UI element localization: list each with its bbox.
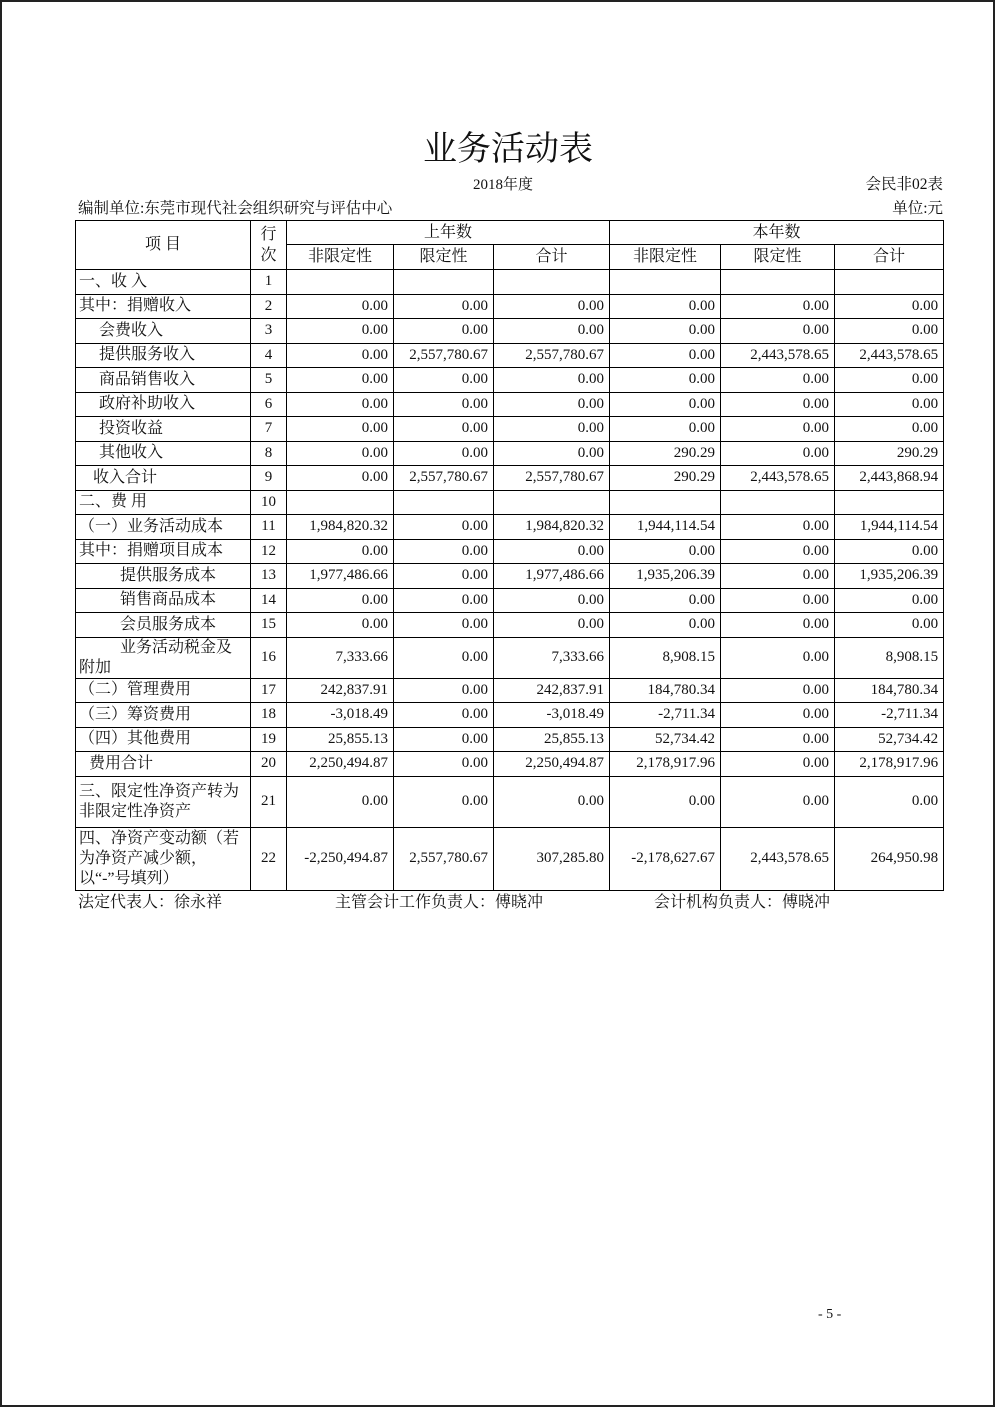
row-label: （二）管理费用 [79,681,192,699]
prior-unrestricted-cell: 0.00 [287,417,394,442]
prior-restricted-cell: 2,557,780.67 [394,827,494,890]
row-label-cell [76,564,251,589]
row-label: （四）其他费用 [79,730,192,748]
current-total-cell: 2,443,578.65 [835,343,944,368]
row-label: 其他收入 [99,444,164,462]
row-number: 6 [251,392,287,417]
current-unrestricted-cell: 0.00 [610,539,721,564]
row-label-cell [76,441,251,466]
table-row [76,827,944,890]
prior-unrestricted-cell: 0.00 [287,392,394,417]
current-restricted-cell: 0.00 [721,294,835,319]
row-label-cell [76,776,251,827]
current-unrestricted-cell: 0.00 [610,368,721,393]
prior-restricted-cell: 0.00 [394,515,494,540]
current-total-cell: 0.00 [835,319,944,344]
table-row [76,727,944,752]
prior-unrestricted-cell [287,490,394,515]
current-restricted-cell: 2,443,578.65 [721,343,835,368]
row-label: 二、费 用 [79,493,148,511]
row-label: 三、限定性净资产转为非限定性净资产 [79,782,240,820]
header-current-unrestricted: 非限定性 [610,245,721,270]
current-restricted-cell: 0.00 [721,727,835,752]
prior-restricted-cell: 0.00 [394,417,494,442]
row-number: 8 [251,441,287,466]
header-current-total: 合计 [835,245,944,270]
current-unrestricted-cell: 52,734.42 [610,727,721,752]
current-total-cell: 0.00 [835,613,944,638]
prior-total-cell: 307,285.80 [494,827,610,890]
header-line-number [251,221,287,270]
current-restricted-cell [721,490,835,515]
current-unrestricted-cell: 0.00 [610,776,721,827]
header-current-year: 本年数 [610,221,944,245]
row-label-cell [76,417,251,442]
row-label-cell [76,515,251,540]
table-row [76,294,944,319]
current-total-cell: 8,908.15 [835,637,944,678]
current-restricted-cell: 2,443,578.65 [721,466,835,491]
prior-restricted-cell: 2,557,780.67 [394,466,494,491]
row-label-cell [76,319,251,344]
prior-total-cell: 0.00 [494,539,610,564]
row-number: 9 [251,466,287,491]
current-unrestricted-cell: 0.00 [610,343,721,368]
table-row [76,490,944,515]
current-restricted-cell: 0.00 [721,392,835,417]
current-restricted-cell: 0.00 [721,752,835,777]
current-total-cell [835,270,944,295]
prior-restricted-cell [394,270,494,295]
prior-total-cell [494,490,610,515]
current-total-cell: 1,944,114.54 [835,515,944,540]
current-restricted-cell: 0.00 [721,703,835,728]
row-number: 10 [251,490,287,515]
current-unrestricted-cell: -2,178,627.67 [610,827,721,890]
prior-restricted-cell: 0.00 [394,441,494,466]
row-number: 5 [251,368,287,393]
table-row [76,752,944,777]
current-total-cell: 290.29 [835,441,944,466]
prior-unrestricted-cell: 0.00 [287,319,394,344]
row-number: 22 [251,827,287,890]
prior-restricted-cell: 0.00 [394,727,494,752]
table-row [76,539,944,564]
current-unrestricted-cell: 0.00 [610,294,721,319]
prior-total-cell: 0.00 [494,417,610,442]
accounting-department-head: 会计机构负责人：傅晓冲 [654,894,831,911]
row-label: 一、收 入 [79,272,148,290]
current-unrestricted-cell: 0.00 [610,417,721,442]
current-restricted-cell: 0.00 [721,776,835,827]
current-unrestricted-cell: 290.29 [610,441,721,466]
current-restricted-cell: 0.00 [721,539,835,564]
current-restricted-cell: 0.00 [721,515,835,540]
current-restricted-cell: 0.00 [721,678,835,703]
prior-restricted-cell: 0.00 [394,368,494,393]
accounting-head: 主管会计工作负责人：傅晓冲 [335,894,544,911]
prior-restricted-cell: 0.00 [394,319,494,344]
current-total-cell: 2,178,917.96 [835,752,944,777]
row-label: 四、净资产变动额（若为净资产减少额，以“-”号填列） [79,829,240,887]
prior-unrestricted-cell: -3,018.49 [287,703,394,728]
legal-representative: 法定代表人：徐永祥 [78,894,223,911]
table-row [76,637,944,678]
current-unrestricted-cell: 2,178,917.96 [610,752,721,777]
current-total-cell: 0.00 [835,539,944,564]
current-total-cell: 0.00 [835,776,944,827]
row-number: 17 [251,678,287,703]
current-unrestricted-cell: 0.00 [610,588,721,613]
current-restricted-cell: 0.00 [721,368,835,393]
prior-unrestricted-cell: 0.00 [287,368,394,393]
prior-total-cell: 0.00 [494,392,610,417]
row-label: （三）筹资费用 [79,705,192,723]
prior-unrestricted-cell: 0.00 [287,588,394,613]
table-row [76,368,944,393]
header-line-number-top: 行 [260,226,277,243]
prior-unrestricted-cell: 0.00 [287,539,394,564]
activity-statement-table [75,220,944,891]
row-label: 会员服务成本 [120,615,217,633]
prior-unrestricted-cell: 0.00 [287,466,394,491]
report-year: 2018年度 [472,177,533,193]
current-restricted-cell: 0.00 [721,319,835,344]
prior-total-cell: 0.00 [494,441,610,466]
row-label: 会费收入 [99,321,164,339]
current-restricted-cell: 0.00 [721,441,835,466]
row-number: 12 [251,539,287,564]
header-prior-total: 合计 [494,245,610,270]
row-label-cell [76,466,251,491]
table-row [76,343,944,368]
prior-unrestricted-cell [287,270,394,295]
row-label-cell [76,294,251,319]
prior-total-cell: 0.00 [494,319,610,344]
row-label: 收入合计 [93,468,158,486]
prior-total-cell: 242,837.91 [494,678,610,703]
row-label-cell [76,678,251,703]
current-unrestricted-cell: 8,908.15 [610,637,721,678]
row-number: 18 [251,703,287,728]
prior-restricted-cell: 0.00 [394,564,494,589]
page-number: - 5 - [818,1307,842,1322]
current-total-cell: 0.00 [835,417,944,442]
table-row [76,515,944,540]
current-unrestricted-cell: -2,711.34 [610,703,721,728]
row-number: 15 [251,613,287,638]
prior-restricted-cell [394,490,494,515]
prior-restricted-cell: 0.00 [394,776,494,827]
row-label-cell [76,490,251,515]
prior-restricted-cell: 0.00 [394,637,494,678]
current-total-cell: 2,443,868.94 [835,466,944,491]
table-row [76,270,944,295]
prior-unrestricted-cell: 0.00 [287,776,394,827]
row-label: 提供服务收入 [99,346,196,364]
prior-total-cell: 1,977,486.66 [494,564,610,589]
table-row [76,392,944,417]
row-label-cell [76,368,251,393]
row-label: 投资收益 [99,419,164,437]
row-number: 13 [251,564,287,589]
prior-unrestricted-cell: 2,250,494.87 [287,752,394,777]
current-total-cell: 184,780.34 [835,678,944,703]
current-restricted-cell: 0.00 [721,588,835,613]
current-total-cell: 52,734.42 [835,727,944,752]
prior-restricted-cell: 0.00 [394,294,494,319]
row-label: 费用合计 [89,754,154,772]
preparing-organization: 编制单位:东莞市现代社会组织研究与评估中心 [78,200,393,217]
row-number: 19 [251,727,287,752]
prior-total-cell: 0.00 [494,776,610,827]
header-row-1 [76,221,944,245]
current-restricted-cell: 0.00 [721,613,835,638]
current-restricted-cell: 0.00 [721,637,835,678]
table-row [76,703,944,728]
current-total-cell: 264,950.98 [835,827,944,890]
row-label-cell [76,752,251,777]
header-current-restricted: 限定性 [721,245,835,270]
row-number: 4 [251,343,287,368]
current-unrestricted-cell: 1,935,206.39 [610,564,721,589]
prior-total-cell: 7,333.66 [494,637,610,678]
prior-total-cell: 0.00 [494,588,610,613]
document-title: 业务活动表 [423,131,593,168]
prior-total-cell: 0.00 [494,294,610,319]
prior-total-cell: -3,018.49 [494,703,610,728]
prior-restricted-cell: 2,557,780.67 [394,343,494,368]
current-restricted-cell: 2,443,578.65 [721,827,835,890]
prior-total-cell [494,270,610,295]
table-row [76,466,944,491]
prior-total-cell: 25,855.13 [494,727,610,752]
prior-restricted-cell: 0.00 [394,392,494,417]
row-number: 21 [251,776,287,827]
table-row [76,588,944,613]
prior-total-cell: 1,984,820.32 [494,515,610,540]
row-label-cell [76,270,251,295]
header-line-number-bottom: 次 [260,247,277,264]
prior-restricted-cell: 0.00 [394,613,494,638]
current-total-cell: 1,935,206.39 [835,564,944,589]
header-prior-year: 上年数 [287,221,610,245]
current-total-cell: 0.00 [835,392,944,417]
prior-unrestricted-cell: 1,984,820.32 [287,515,394,540]
current-total-cell: 0.00 [835,294,944,319]
table-body [76,270,944,891]
row-label-cell [76,343,251,368]
prior-unrestricted-cell: 0.00 [287,613,394,638]
current-total-cell [835,490,944,515]
current-unrestricted-cell: 1,944,114.54 [610,515,721,540]
prior-unrestricted-cell: 0.00 [287,343,394,368]
prior-unrestricted-cell: -2,250,494.87 [287,827,394,890]
current-unrestricted-cell: 0.00 [610,392,721,417]
table-row [76,776,944,827]
current-restricted-cell [721,270,835,295]
prior-total-cell: 2,557,780.67 [494,466,610,491]
row-label: （一）业务活动成本 [79,517,224,535]
current-total-cell: 0.00 [835,368,944,393]
prior-restricted-cell: 0.00 [394,678,494,703]
table-row [76,564,944,589]
current-unrestricted-cell: 290.29 [610,466,721,491]
prior-restricted-cell: 0.00 [394,539,494,564]
prior-total-cell: 0.00 [494,368,610,393]
row-number: 1 [251,270,287,295]
row-number: 11 [251,515,287,540]
current-total-cell: 0.00 [835,588,944,613]
prior-restricted-cell: 0.00 [394,703,494,728]
row-label: 业务活动税金及附加 [79,638,233,676]
row-label: 提供服务成本 [120,566,217,584]
row-number: 3 [251,319,287,344]
table-row [76,441,944,466]
prior-unrestricted-cell: 0.00 [287,441,394,466]
current-unrestricted-cell [610,490,721,515]
prior-restricted-cell: 0.00 [394,752,494,777]
prior-unrestricted-cell: 0.00 [287,294,394,319]
row-label-cell [76,588,251,613]
prior-total-cell: 0.00 [494,613,610,638]
table-row [76,417,944,442]
current-total-cell: -2,711.34 [835,703,944,728]
form-code: 会民非02表 [865,176,943,193]
prior-unrestricted-cell: 25,855.13 [287,727,394,752]
table-row [76,678,944,703]
header-prior-restricted: 限定性 [394,245,494,270]
prior-unrestricted-cell: 242,837.91 [287,678,394,703]
current-unrestricted-cell: 0.00 [610,613,721,638]
row-label: 政府补助收入 [99,395,196,413]
row-label: 商品销售收入 [99,370,196,388]
current-restricted-cell: 0.00 [721,564,835,589]
currency-unit: 单位:元 [892,200,943,217]
prior-total-cell: 2,250,494.87 [494,752,610,777]
prior-unrestricted-cell: 7,333.66 [287,637,394,678]
current-unrestricted-cell: 0.00 [610,319,721,344]
row-number: 14 [251,588,287,613]
prior-unrestricted-cell: 1,977,486.66 [287,564,394,589]
row-label-cell [76,637,251,678]
prior-total-cell: 2,557,780.67 [494,343,610,368]
header-item: 项 目 [76,221,251,270]
row-label-cell [76,539,251,564]
row-label: 其中：捐赠项目成本 [79,542,224,560]
row-number: 20 [251,752,287,777]
table-row [76,613,944,638]
row-number: 2 [251,294,287,319]
row-number: 7 [251,417,287,442]
header-prior-unrestricted: 非限定性 [287,245,394,270]
current-unrestricted-cell [610,270,721,295]
table-row [76,319,944,344]
row-number: 16 [251,637,287,678]
prior-restricted-cell: 0.00 [394,588,494,613]
current-unrestricted-cell: 184,780.34 [610,678,721,703]
row-label-cell [76,392,251,417]
row-label: 其中：捐赠收入 [79,297,192,315]
row-label-cell [76,613,251,638]
row-label: 销售商品成本 [120,591,217,609]
row-label-cell [76,727,251,752]
row-label-cell [76,827,251,890]
current-restricted-cell: 0.00 [721,417,835,442]
row-label-cell [76,703,251,728]
